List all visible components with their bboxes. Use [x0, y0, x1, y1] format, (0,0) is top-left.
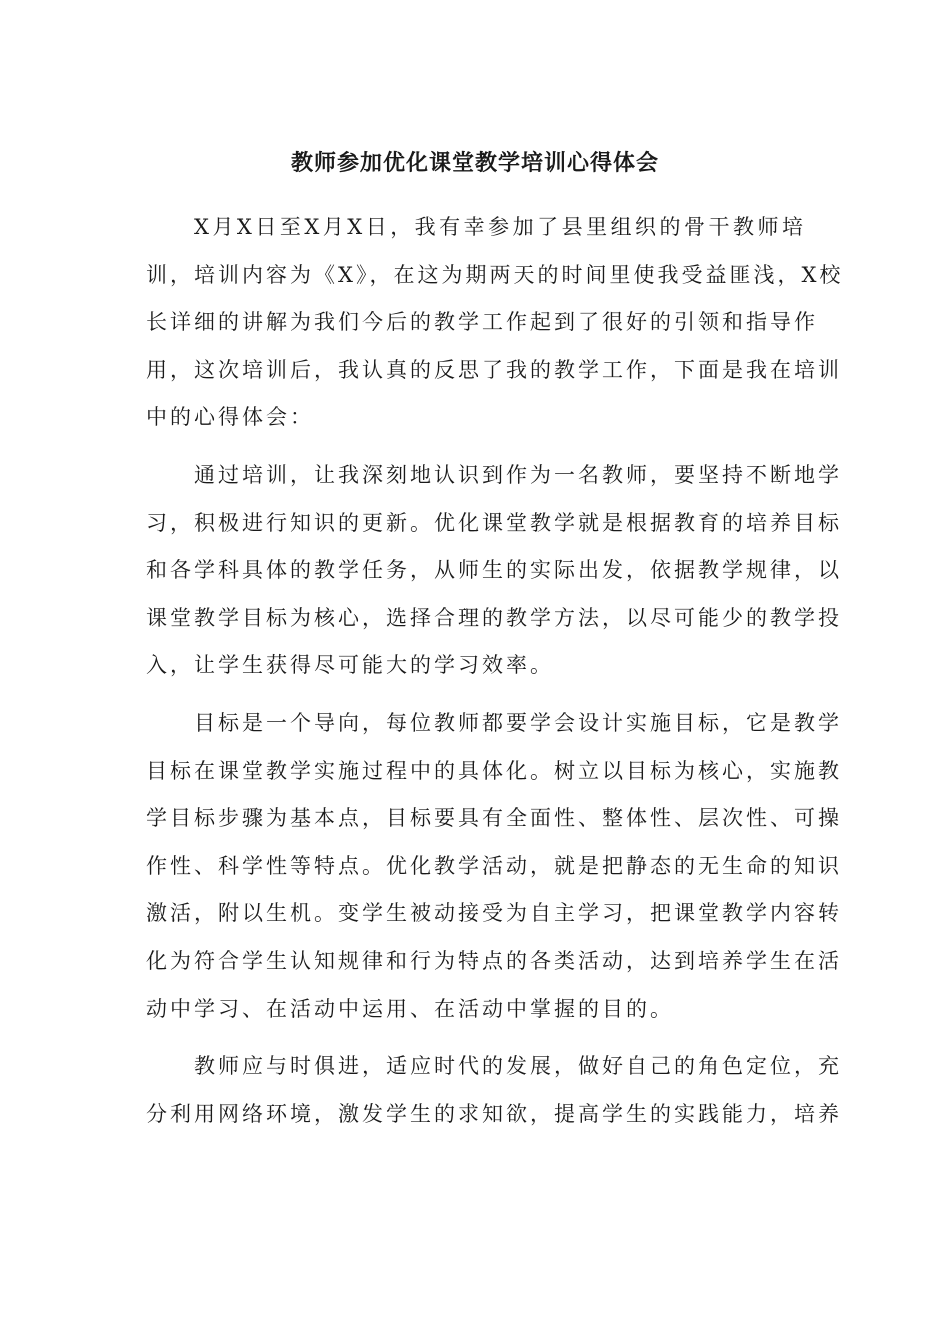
paragraph-line: 动中学习、在活动中运用、在活动中掌握的目的。	[146, 996, 674, 1021]
paragraph-3	[146, 700, 842, 1033]
paragraph-line: 激活，附以生机。变学生被动接受为自主学习，把课堂教学内容转	[146, 901, 842, 926]
paragraph-line: 目标在课堂教学实施过程中的具体化。树立以目标为核心，实施教	[146, 758, 842, 783]
paragraph-4	[146, 1043, 842, 1138]
paragraph-line: 分利用网络环境，激发学生的求知欲，提高学生的实践能力，培养	[146, 1101, 842, 1126]
paragraph-line: 教师应与时俱进，适应时代的发展，做好自己的角色定位，充	[194, 1054, 842, 1079]
paragraph-line: X月X日至X月X日，我有幸参加了县里组织的骨干教师培	[194, 215, 806, 239]
document-body	[146, 204, 844, 1148]
paragraph-line: 作性、科学性等特点。优化教学活动，就是把静态的无生命的知识	[146, 853, 842, 878]
paragraph-line: 化为符合学生认知规律和行为特点的各类活动，达到培养学生在活	[146, 948, 842, 973]
paragraph-line: 用，这次培训后，我认真的反思了我的教学工作，下面是我在培训	[146, 357, 842, 382]
paragraph-line: 和各学科具体的教学任务，从师生的实际出发，依据教学规律，以	[146, 558, 842, 583]
paragraph-line: 长详细的讲解为我们今后的教学工作起到了很好的引领和指导作	[146, 310, 818, 335]
paragraph-1	[146, 204, 844, 442]
paragraph-line: 目标是一个导向，每位教师都要学会设计实施目标，它是教学	[194, 710, 842, 735]
paragraph-line: 学目标步骤为基本点，目标要具有全面性、整体性、层次性、可操	[146, 806, 842, 831]
paragraph-line: 课堂教学目标为核心，选择合理的教学方法，以尽可能少的教学投	[146, 605, 842, 630]
paragraph-line: 习，积极进行知识的更新。优化课堂教学就是根据教育的培养目标	[146, 510, 842, 535]
paragraph-line: 中的心得体会：	[146, 405, 314, 430]
paragraph-2	[146, 452, 842, 690]
paragraph-line: 入，让学生获得尽可能大的学习效率。	[146, 653, 554, 678]
document-title: 教师参加优化课堂教学培训心得体会	[290, 150, 659, 176]
paragraph-line: 通过培训，让我深刻地认识到作为一名教师，要坚持不断地学	[194, 462, 842, 487]
paragraph-line: 训，培训内容为《X》，在这为期两天的时间里使我受益匪浅，X校	[146, 262, 844, 287]
